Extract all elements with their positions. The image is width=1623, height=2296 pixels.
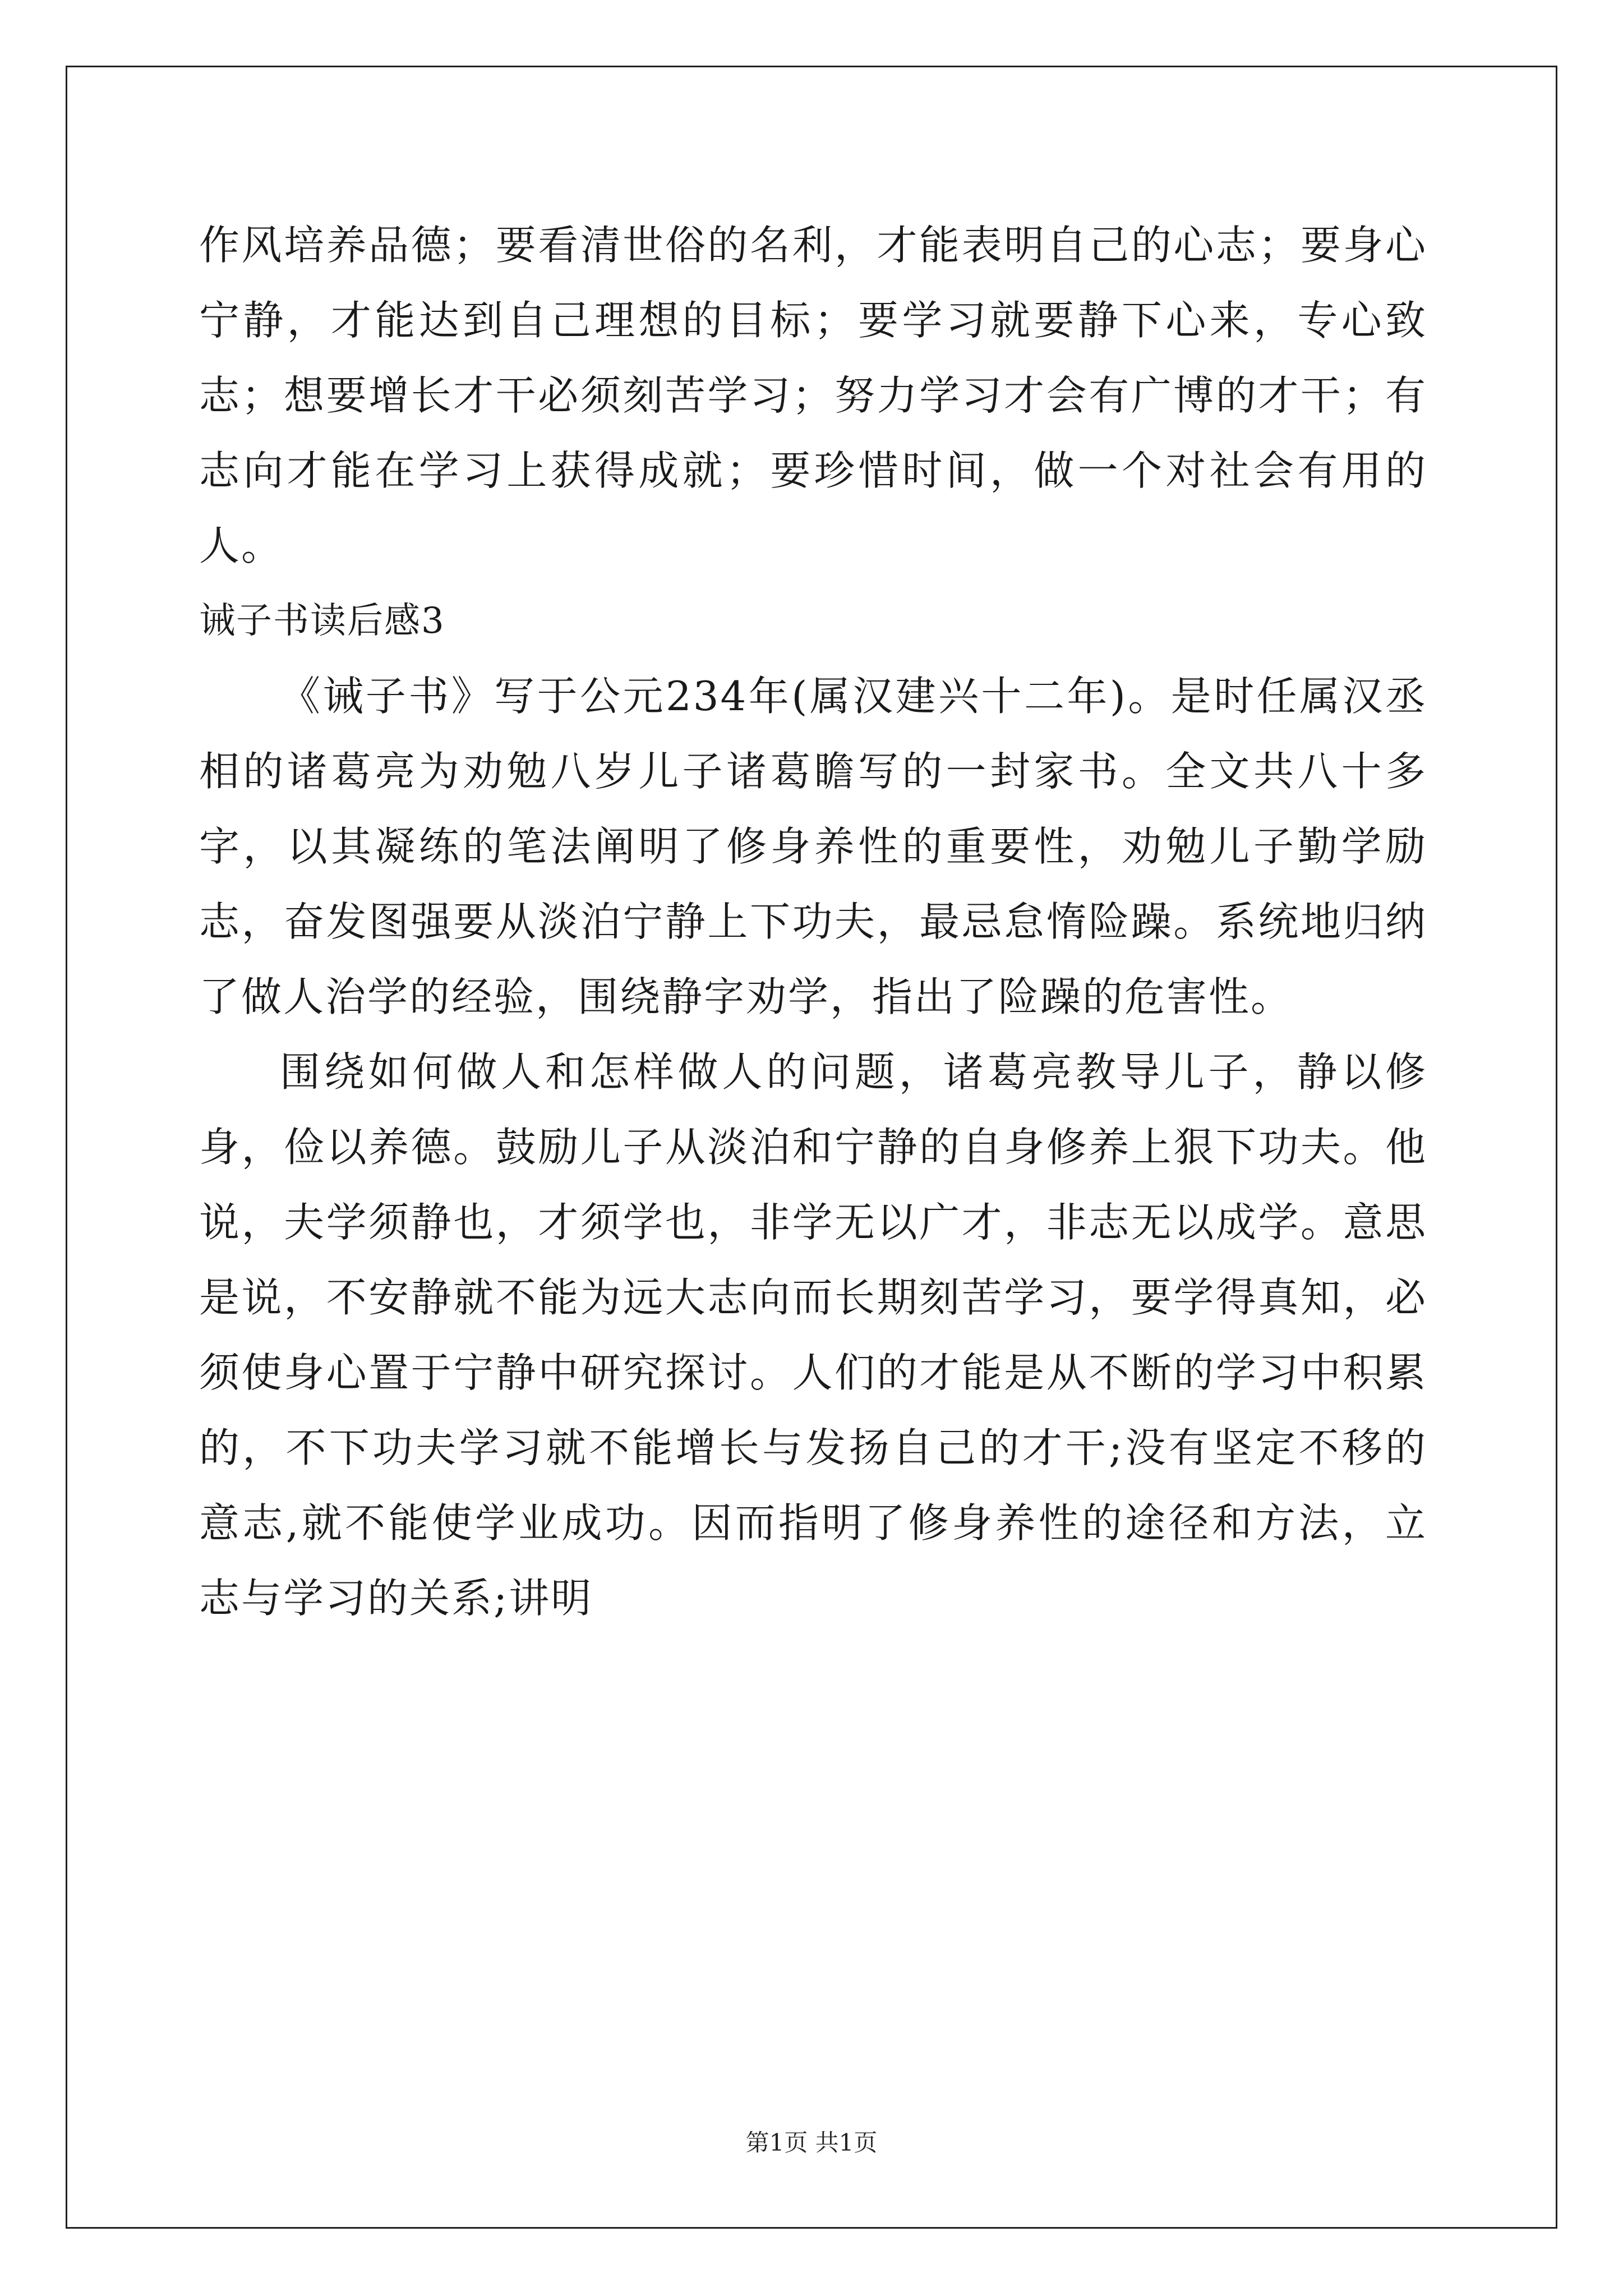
- paragraph-2: 《诫子书》写于公元234年(属汉建兴十二年)。是时任属汉丞相的诸葛亮为劝勉八岁儿子诸葛瞻写的一封家书。全文共八十多字，以其凝练的笔法阐明了修身养性的重要性，劝勉儿子勤学励志，奋发图强要从淡泊宁静上下功夫，最忌怠惰险躁。系统地归纳了做人治学的经验，围绕静字劝学，指出了险躁的危害性。: [199, 673, 1427, 1020]
- paragraph-3: 围绕如何做人和怎样做人的问题，诸葛亮教导儿子，静以修身，俭以养德。鼓励儿子从淡泊和宁静的自身修养上狠下功夫。他说，夫学须静也，才须学也，非学无以广才，非志无以成学。意思是说，不安静就不能为远大志向而长期刻苦学习，要学得真知，必须使身心置于宁静中研究探讨。人们的才能是从不断的学习中积累的，不下功夫学习就不能增长与发扬自己的才干;没有坚定不移的意志,就不能使学业成功。因而指明了修身养性的途径和方法，立志与学习的关系;讲明: [199, 1048, 1427, 1622]
- paragraph-1: 作风培养品德；要看清世俗的名利，才能表明自己的心志；要身心宁静，才能达到自己理想的目标；要学习就要静下心来，专心致志；想要增长才干必须刻苦学习；努力学习才会有广博的才干；有志向才能在学习上获得成就；要珍惜时间，做一个对社会有用的人。: [199, 222, 1427, 569]
- section-heading: 诫子书读后感3: [199, 600, 445, 642]
- page-footer: 第1页 共1页: [745, 2129, 878, 2156]
- document-body: [199, 208, 1427, 1636]
